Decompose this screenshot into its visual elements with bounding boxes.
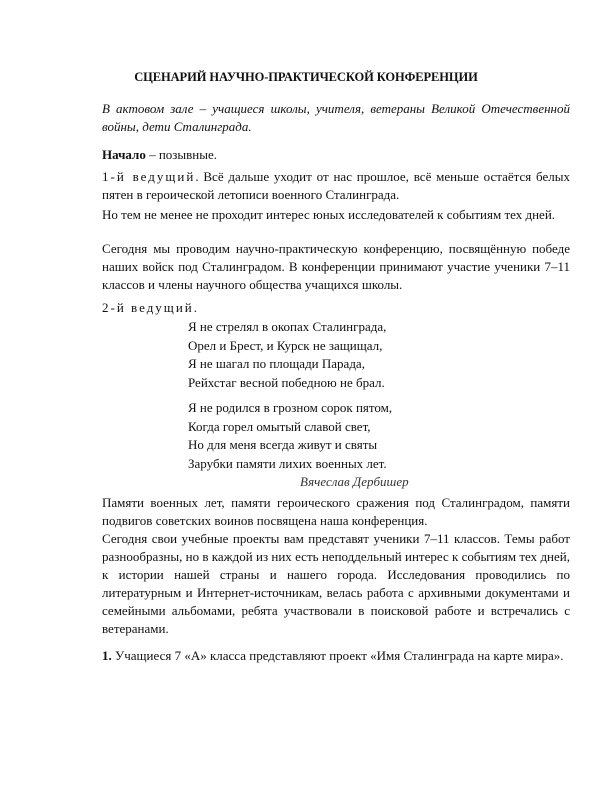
speaker-1: 1-й ведущий [102, 169, 196, 184]
poem-author: Вячеслав Дербишер [300, 474, 409, 489]
paragraph-1-text: . Всё дальше уходит от нас прошлое, всё меньше остаётся белых пятен в героической летописи военного Сталинграда. [102, 169, 570, 202]
paragraph-4-text: . [193, 300, 197, 315]
start-paragraph [102, 146, 570, 164]
poem-stanza-2 [188, 399, 518, 473]
poem-line: Я не стрелял в окопах Сталинграда, [188, 319, 387, 334]
intro-paragraph: В актовом зале – учащиеся школы, учителя, ветераны Великой Отечественной войны, дети Сталинграда. [102, 101, 570, 134]
poem-line: Зарубки памяти лихих военных лет. [188, 455, 387, 471]
paragraph-7 [102, 647, 570, 665]
paragraph-7-text: Учащиеся 7 «А» класса представляют проект «Имя Сталинграда на карте мира». [111, 648, 564, 663]
poem-stanza-1 [188, 318, 518, 392]
page-title: СЦЕНАРИЙ НАУЧНО-ПРАКТИЧЕСКОЙ КОНФЕРЕНЦИИ [134, 70, 478, 84]
poem-line: Орел и Брест, и Курск не защищал, [188, 337, 383, 353]
paragraph-3: Сегодня мы проводим научно-практическую конференцию, посвящённую победе наших войск под Сталинградом. В конференции принимают участие ученики 7–11 классов и члены научного общества учащихся школы. [102, 241, 570, 292]
paragraph-6: Сегодня свои учебные проекты вам представят ученики 7–11 классов. Темы работ разнообразны, но в каждой из них есть неподдельный интерес к событиям тех дней, к истории нашей страны и нашего города. Исследования проводились по литературным и Интернет-источникам, велась работа с архивными документами и семейными альбомами, ребята участвовали в поисковой работе и встречались с ветеранами. [102, 531, 570, 636]
poem-line: Я не шагал по площади Парада, [188, 356, 365, 371]
poem-line: Рейхстаг весной победною не брал. [188, 374, 385, 390]
paragraph-4 [102, 299, 570, 317]
poem-line: Я не родился в грозном сорок пятом, [188, 400, 393, 415]
start-text: – позывные. [145, 147, 218, 162]
poem-line: Когда горел омытый славой свет, [188, 418, 371, 434]
start-label: Начало [102, 147, 146, 162]
poem-line: Но для меня всегда живут и святы [188, 437, 378, 452]
paragraph-2: Но тем не менее не проходит интерес юных исследователей к событиям тех дней. [102, 207, 556, 222]
item-number: 1. [102, 648, 112, 663]
paragraph-5: Памяти военных лет, памяти героического сражения под Сталинградом, памяти подвигов советских воинов посвящена наша конференция. [102, 495, 570, 528]
speaker-2: 2-й ведущий [102, 300, 194, 315]
paragraph-1 [102, 168, 570, 204]
